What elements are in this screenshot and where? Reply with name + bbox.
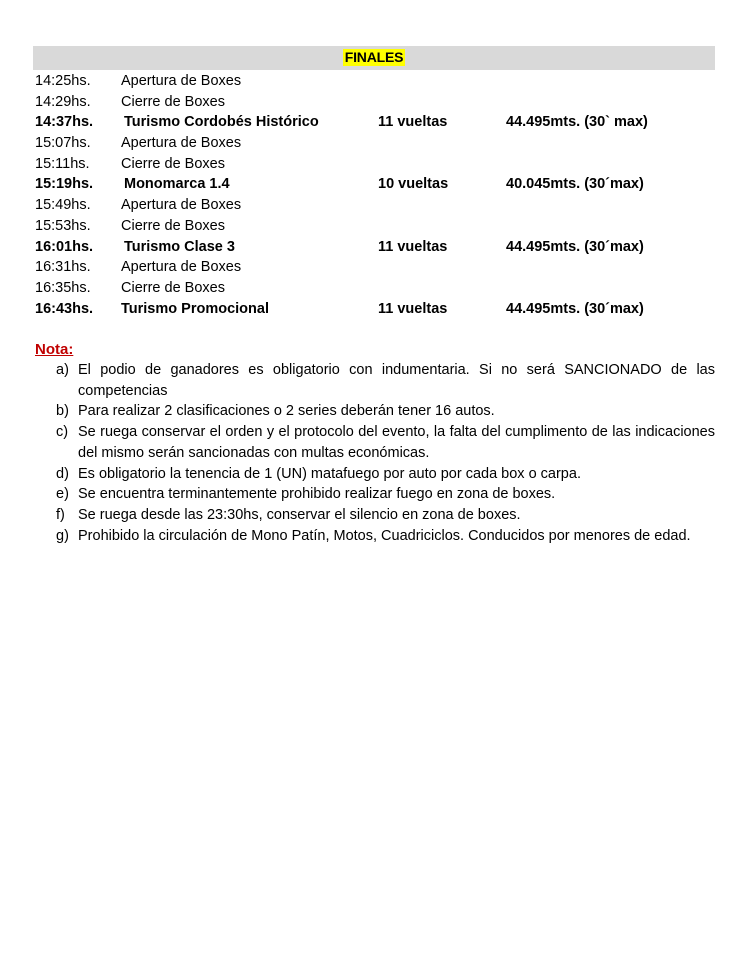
row-time: 14:25hs. (35, 73, 91, 89)
note-text: El podio de ganadores es obligatorio con indumentaria. Si no será SANCIONADO de las competencias (78, 362, 715, 399)
row-time: 15:11hs. (35, 155, 90, 172)
schedule-row (35, 92, 715, 113)
schedule-row (35, 133, 715, 154)
schedule-table (35, 71, 715, 319)
row-event: Apertura de Boxes (121, 259, 242, 276)
row-event: Cierre de Boxes (121, 155, 225, 172)
note-letter: d) (56, 465, 69, 482)
schedule-row (35, 71, 715, 92)
row-time: 16:31hs. (35, 259, 91, 276)
row-event: Cierre de Boxes (121, 279, 225, 296)
row-event: Monomarca 1.4 (124, 176, 230, 193)
row-distance: 40.045mts. (30´max) (506, 176, 644, 193)
note-item (56, 526, 715, 547)
note-text: Es obligatorio la tenencia de 1 (UN) matafuego por auto por cada box o carpa. (78, 465, 581, 482)
row-event: Apertura de Boxes (121, 135, 242, 152)
schedule-row-race (35, 174, 715, 195)
row-event: Turismo Cordobés Histórico (124, 114, 319, 131)
notes-list (56, 360, 715, 546)
row-laps: 11 vueltas (378, 114, 448, 131)
row-distance: 44.495mts. (30` max) (506, 114, 648, 131)
note-text: Para realizar 2 clasificaciones o 2 series deberán tener 16 autos. (78, 403, 495, 420)
row-event: Turismo Clase 3 (124, 238, 235, 255)
row-event: Cierre de Boxes (121, 93, 225, 110)
schedule-row (35, 278, 715, 299)
row-time: 14:37hs. (35, 114, 94, 131)
section-header-bar (33, 46, 715, 70)
schedule-row-race (35, 112, 715, 133)
row-distance: 44.495mts. (30´max) (506, 238, 644, 255)
row-time: 16:43hs. (35, 300, 94, 317)
note-item (56, 505, 715, 526)
schedule-row-race (35, 299, 715, 320)
note-letter: c) (56, 424, 69, 441)
note-letter: a) (56, 362, 69, 378)
row-event: Turismo Promocional (121, 300, 269, 317)
row-laps: 11 vueltas (378, 300, 448, 317)
row-time: 16:01hs. (35, 238, 94, 255)
section-title: FINALES (344, 49, 404, 65)
row-event: Cierre de Boxes (121, 217, 225, 234)
row-event: Apertura de Boxes (121, 197, 242, 214)
note-item (56, 484, 715, 505)
note-text: Se ruega conservar el orden y el protocolo del evento, la falta del cumplimento de las indicaciones del mismo serán sancionadas con multas económicas. (78, 424, 715, 461)
note-text: Prohibido la circulación de Mono Patín, Motos, Cuadriciclos. Conducidos por menores de edad. (78, 527, 691, 544)
note-text: Se encuentra terminantemente prohibido realizar fuego en zona de boxes. (78, 486, 556, 503)
note-letter: g) (56, 527, 69, 544)
row-time: 15:49hs. (35, 197, 91, 214)
schedule-row (35, 195, 715, 216)
note-item (56, 464, 715, 485)
note-item (56, 401, 715, 422)
row-distance: 44.495mts. (30´max) (506, 300, 644, 317)
schedule-row (35, 257, 715, 278)
notes-title: Nota: (35, 341, 74, 358)
row-laps: 10 vueltas (378, 176, 449, 193)
row-time: 15:53hs. (35, 217, 91, 234)
row-time: 15:07hs. (35, 135, 91, 152)
note-item (56, 360, 715, 401)
note-letter: f) (56, 506, 65, 523)
row-event: Apertura de Boxes (121, 73, 242, 89)
schedule-row (35, 216, 715, 237)
schedule-row-race (35, 237, 715, 258)
row-time: 14:29hs. (35, 93, 91, 110)
schedule-row (35, 154, 715, 175)
row-time: 15:19hs. (35, 176, 94, 193)
note-item (56, 422, 715, 463)
row-laps: 11 vueltas (378, 238, 448, 255)
note-text: Se ruega desde las 23:30hs, conservar el silencio en zona de boxes. (78, 506, 521, 523)
row-time: 16:35hs. (35, 279, 91, 296)
note-letter: b) (56, 403, 69, 420)
note-letter: e) (56, 486, 69, 503)
